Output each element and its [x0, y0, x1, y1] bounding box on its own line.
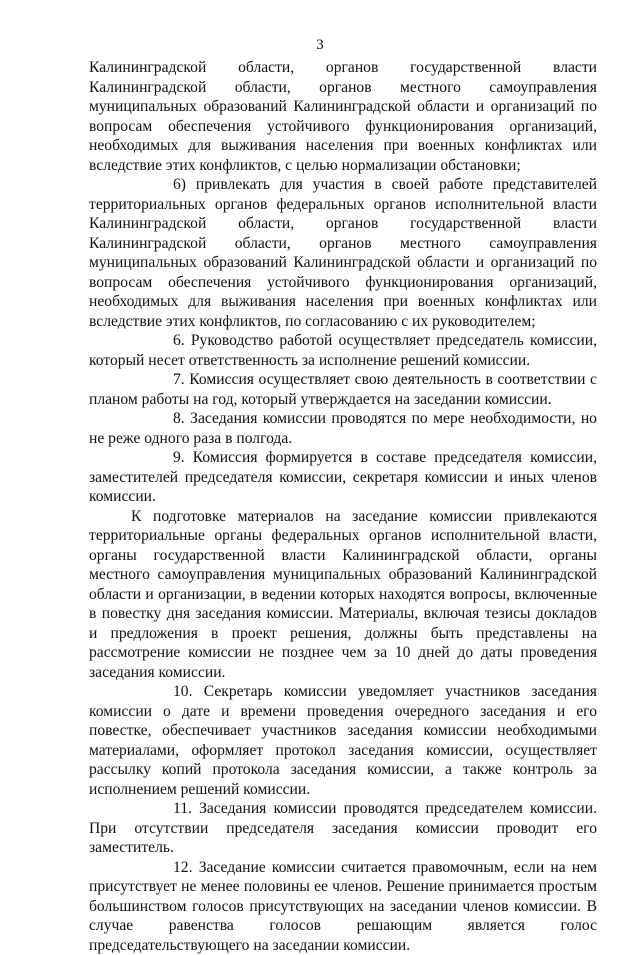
paragraph-item-11 [89, 799, 597, 858]
paragraph-continuation [89, 58, 597, 175]
paragraph-item-9 [89, 448, 597, 507]
item-number: 11. [131, 799, 192, 819]
paragraph-item-7 [89, 370, 597, 409]
page-number: 3 [0, 36, 640, 54]
paragraph-materials [89, 507, 597, 683]
paragraph-text: Заседания комиссии проводятся председателем комиссии. При отсутствии председателя заседания комиссии проводит его заместитель. [89, 800, 597, 856]
item-number: 6) [131, 175, 186, 195]
paragraph-text: Заседание комиссии считается правомочным, если на нем присутствует не менее половины ее членов. Решение принимается простым большинством голосов присутствующих на заседании членов комиссии. В случае равенства голосов решающим является голос председательствующего на заседании комиссии. [89, 859, 597, 954]
paragraph-text: привлекать для участия в своей работе представителей территориальных органов федеральных органов исполнительной власти Калининградской области, органов государственной власти Калининградской области, органов местного самоуправления муниципальных образований Калининградской области и организаций по вопросам обеспечения устойчивого функционирования организаций, необходимых для выживания населения при военных конфликтах или вследствие этих конфликтов, по согласованию с их руководителем; [89, 176, 597, 330]
paragraph-text: Руководство работой осуществляет председатель комиссии, который несет ответственность за исполнение решений комиссии. [89, 332, 597, 369]
item-number: 8. [131, 409, 185, 429]
paragraph-item-10 [89, 682, 597, 799]
paragraph-text: Калининградской области, органов государственной власти Калининградской области, органов местного самоуправления муниципальных образований Калининградской области и организаций по вопросам обеспечения устойчивого функционирования организаций, необходимых для выживания населения при военных конфликтах или вследствие этих конфликтов, с целью нормализации обстановки; [89, 59, 597, 174]
item-number: 12. [131, 858, 193, 878]
document-body [89, 58, 597, 955]
paragraph-text: Комиссия формируется в составе председателя комиссии, заместителей председателя комиссии, секретаря комиссии и иных членов комиссии. [89, 449, 597, 505]
item-number: 6. [131, 331, 185, 351]
paragraph-text: Комиссия осуществляет свою деятельность в соответствии с планом работы на год, который утверждается на заседании комиссии. [89, 371, 597, 408]
paragraph-item-8 [89, 409, 597, 448]
paragraph-item-6 [89, 331, 597, 370]
paragraph-item-6-sub [89, 175, 597, 331]
paragraph-text: К подготовке материалов на заседание комиссии привлекаются территориальные органы федеральных органов исполнительной власти, органы государственной власти Калининградской области, органы местного самоуправления муниципальных образований Калининградской области и организации, в ведении которых находятся вопросы, включенные в повестку дня заседания комиссии. Материалы, включая тезисы докладов и предложения в проект решения, должны быть представлены на рассмотрение комиссии не позднее чем за 10 дней до даты проведения заседания комиссии. [89, 508, 597, 681]
paragraph-text: Секретарь комиссии уведомляет участников заседания комиссии о дате и времени проведения очередного заседания и его повестке, обеспечивает участников заседания комиссии необходимыми материалами, оформляет протокол заседания комиссии, осуществляет рассылку копий протокола заседания комиссии, а также контроль за исполнением решений комиссии. [89, 683, 597, 798]
paragraph-item-12 [89, 858, 597, 955]
paragraph-text: Заседания комиссии проводятся по мере необходимости, но не реже одного раза в полгода. [89, 410, 597, 447]
item-number: 9. [131, 448, 185, 468]
item-number: 7. [131, 370, 185, 390]
item-number: 10. [131, 682, 193, 702]
